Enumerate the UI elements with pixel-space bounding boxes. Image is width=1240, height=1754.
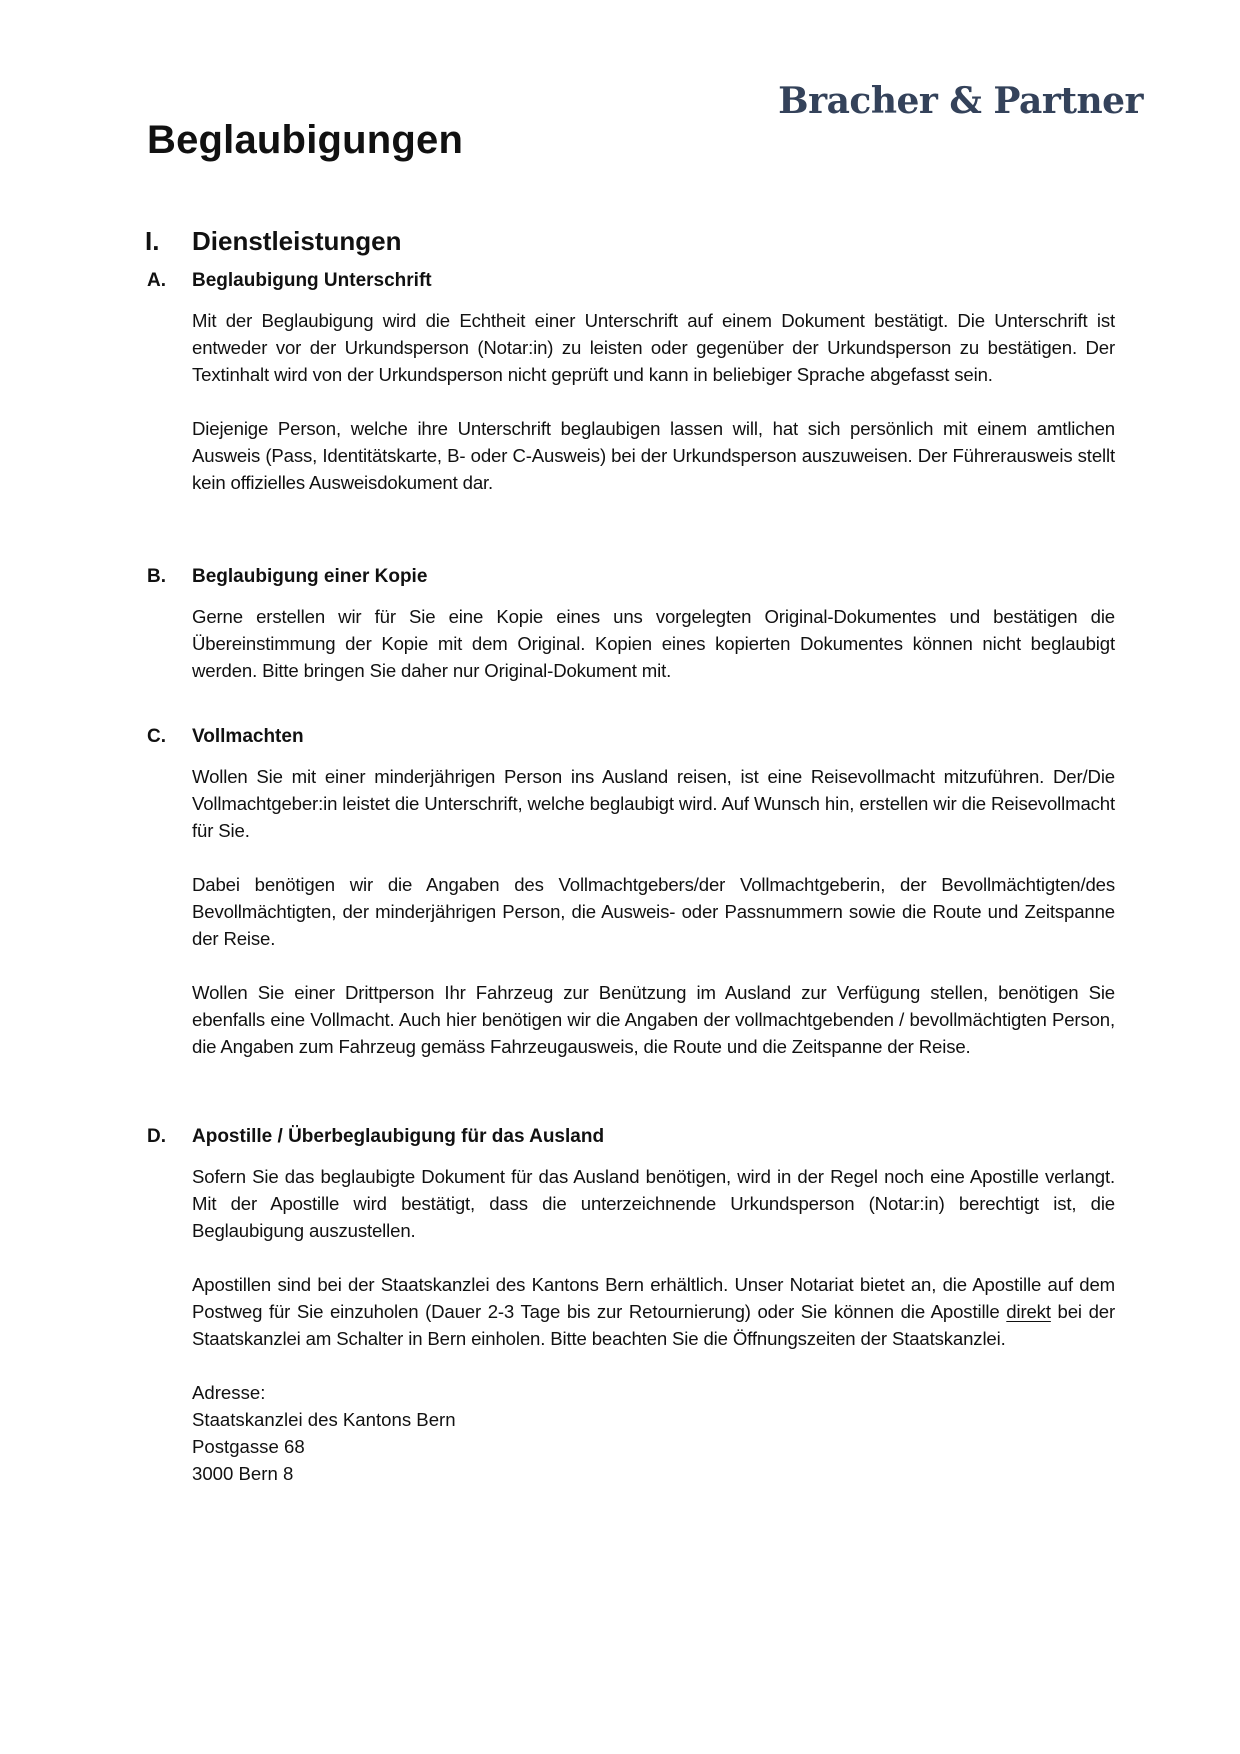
paragraph: Dabei benötigen wir die Angaben des Vollmachtgebers/der Vollmachtgeberin, der Bevollmächtigten/des Bevollmächtigten, der minderjährigen Person, die Ausweis- oder Passnummern sowie die Route und Zeitspanne der Reise. xyxy=(192,874,1115,949)
address-label: Adresse: xyxy=(192,1382,266,1403)
paragraph: Mit der Beglaubigung wird die Echtheit einer Unterschrift auf einem Dokument bestätigt. Die Unterschrift ist entweder vor der Urkundsperson (Notar:in) zu leisten oder gegenüber der Urkundsperson zu bestätigen. Der Textinhalt wird von der Urkundsperson nicht geprüft und kann in beliebiger Sprache abgefasst sein. xyxy=(192,310,1115,385)
subsection-heading xyxy=(147,268,1127,294)
address-line: Staatskanzlei des Kantons Bern xyxy=(192,1409,456,1430)
address-line: Postgasse 68 xyxy=(192,1436,305,1457)
subsection-title: Apostille / Überbeglaubigung für das Ausland xyxy=(192,1126,605,1147)
section-heading xyxy=(145,226,401,257)
subsection-a xyxy=(147,268,1127,496)
subsection-letter: A. xyxy=(147,270,166,291)
section-title: Dienstleistungen xyxy=(192,226,402,256)
subsection-b xyxy=(147,564,1127,684)
subsection-letter: D. xyxy=(147,1126,166,1147)
paragraph: Wollen Sie einer Drittperson Ihr Fahrzeug zur Benützung im Ausland zur Verfügung stellen, benötigen Sie ebenfalls eine Vollmacht. Auch hier benötigen wir die Angaben der vollmachtgebenden / bevollmächtigten Person, die Angaben zum Fahrzeug gemäss Fahrzeugausweis, die Route und die Zeitspanne der Reise. xyxy=(192,982,1115,1057)
subsection-title: Vollmachten xyxy=(192,726,304,747)
paragraph: Wollen Sie mit einer minderjährigen Person ins Ausland reisen, ist eine Reisevollmacht mitzuführen. Der/Die Vollmachtgeber:in leistet die Unterschrift, welche beglaubigt wird. Auf Wunsch hin, erstellen wir die Reisevollmacht für Sie. xyxy=(192,766,1115,841)
brand-logo: Bracher & Partner xyxy=(778,80,1143,122)
paragraph: Sofern Sie das beglaubigte Dokument für das Ausland benötigen, wird in der Regel noch eine Apostille verlangt. Mit der Apostille wird bestätigt, dass die unterzeichnende Urkundsperson (Notar:in) berechtigt ist, die Beglaubigung auszustellen. xyxy=(192,1166,1115,1241)
address-block xyxy=(192,1379,1127,1487)
subsection-title: Beglaubigung Unterschrift xyxy=(192,270,432,291)
subsection-heading xyxy=(147,1124,1127,1150)
paragraph-text-after-link: bei der Staatskanzlei am Schalter in Bern einholen. Bitte beachten Sie die Öffnungszeiten der Staatskanzlei. xyxy=(192,1301,1115,1349)
page-title: Beglaubigungen xyxy=(147,118,464,162)
paragraph-with-link xyxy=(192,1271,1115,1352)
subsection-c xyxy=(147,724,1127,1060)
subsection-heading xyxy=(147,724,1127,750)
paragraph: Diejenige Person, welche ihre Unterschrift beglaubigen lassen will, hat sich persönlich mit einem amtlichen Ausweis (Pass, Identitätskarte, B- oder C-Ausweis) bei der Urkundsperson auszuweisen. Der Führerausweis stellt kein offizielles Ausweisdokument dar. xyxy=(192,418,1115,493)
direkt-link[interactable]: direkt xyxy=(1006,1301,1051,1322)
subsection-title: Beglaubigung einer Kopie xyxy=(192,566,428,587)
paragraph-text-before-link: Apostillen sind bei der Staatskanzlei des Kantons Bern erhältlich. Unser Notariat bietet an, die Apostille auf dem Postweg für Sie einzuholen (Dauer 2-3 Tage bis zur Retournierung) oder Sie können die Apostille xyxy=(192,1274,1115,1322)
subsection-letter: C. xyxy=(147,726,166,747)
subsection-d xyxy=(147,1124,1127,1487)
subsection-letter: B. xyxy=(147,566,166,587)
subsection-heading xyxy=(147,564,1127,590)
address-line: 3000 Bern 8 xyxy=(192,1463,294,1484)
paragraph: Gerne erstellen wir für Sie eine Kopie eines uns vorgelegten Original-Dokumentes und bestätigen die Übereinstimmung der Kopie mit dem Original. Kopien eines kopierten Dokumentes können nicht beglaubigt werden. Bitte bringen Sie daher nur Original-Dokument mit. xyxy=(192,606,1115,681)
section-number: I. xyxy=(145,226,160,256)
